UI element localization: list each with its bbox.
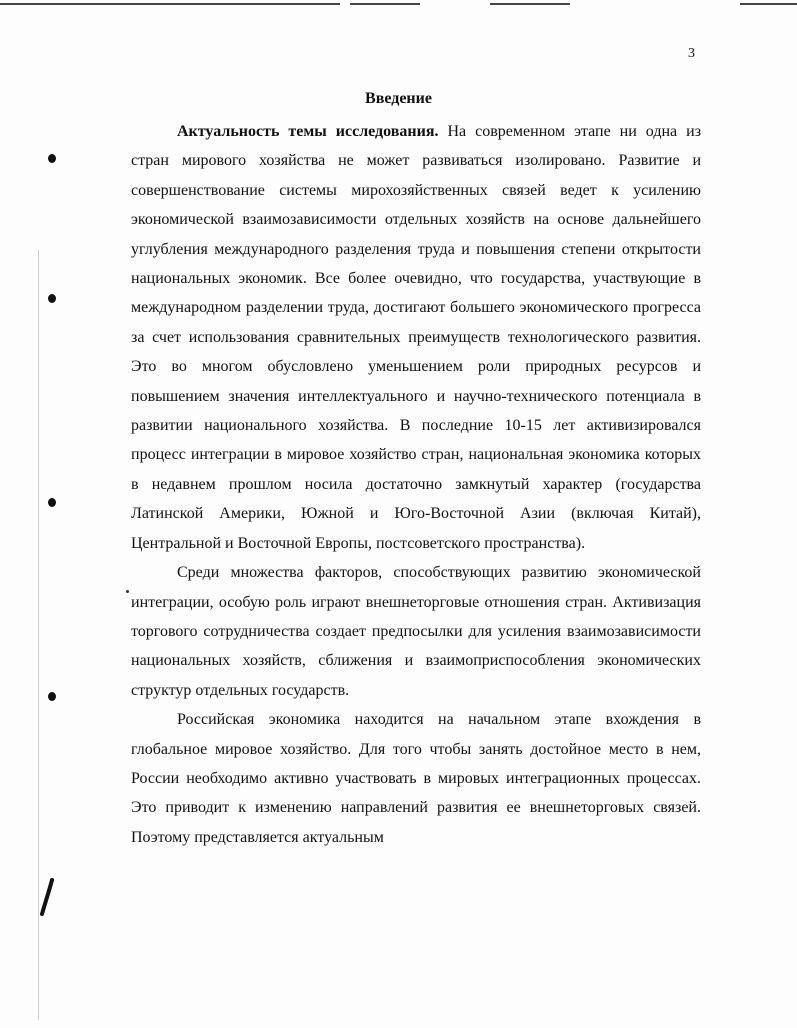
page-number: 3 bbox=[688, 46, 695, 61]
pen-mark bbox=[38, 878, 58, 918]
paragraph: Российская экономика находится на начальном этапе вхождения в глобальное мировое хозяйство. Для того чтобы занять достойное место в нем, России необходимо активно участвовать в мировых интеграционных процессах. Это приводит к изменению направлений развития ее внешнеторговых связей. Поэтому представляется актуальным bbox=[131, 711, 701, 846]
paragraph-text: На современном этапе ни одна из стран мирового хозяйства не может развиваться изолировано. Развитие и совершенствование системы мирохозяйственных связей ведет к усилению экономической взаимозависимости отдельных хозяйств на основе дальнейшего углубления международного разделения труда и повышения степени открытости национальных экономик. Все более очевидно, что государства, участвующие в международном разделении труда, достигают большего экономического прогресса за счет использования сравнительных преимуществ технологического развития. Это во многом обусловлено уменьшением роли природных ресурсов и повышением значения интеллектуального и научно-технического потенциала в развитии национального хозяйства. В последние 10-15 лет активизировался процесс интеграции в мировое хозяйство стран, национальная экономика которых в недавнем прошлом носила достаточно замкнутый характер (государства Латинской Америки, Южной и Юго-Восточной Азии (включая Китай), Центральной и Восточной Европы, постсоветского пространства). bbox=[131, 123, 702, 552]
page-title: Введение bbox=[365, 90, 432, 107]
binder-hole-dot bbox=[48, 294, 56, 303]
scan-top-rule bbox=[490, 3, 570, 5]
paragraph: Среди множества факторов, способствующих развитию экономической интеграции, особую роль играют внешнеторговые отношения стран. Активизация торгового сотрудничества создает предпосылки для усиления взаимозависимости национальных хозяйств, сближения и взаимоприспособления экономических структур отдельных государств. bbox=[131, 564, 701, 699]
scan-top-rule bbox=[740, 3, 797, 5]
scan-top-rule bbox=[0, 3, 340, 5]
body-text bbox=[131, 117, 701, 852]
binder-hole-dot bbox=[48, 692, 56, 701]
binder-hole-dot bbox=[48, 498, 56, 507]
scan-top-rule bbox=[350, 3, 420, 5]
paragraph bbox=[131, 117, 701, 558]
scan-speck bbox=[126, 590, 129, 593]
binder-hole-dot bbox=[48, 154, 56, 163]
paragraph-lead: Актуальность темы исследования. bbox=[177, 123, 439, 140]
